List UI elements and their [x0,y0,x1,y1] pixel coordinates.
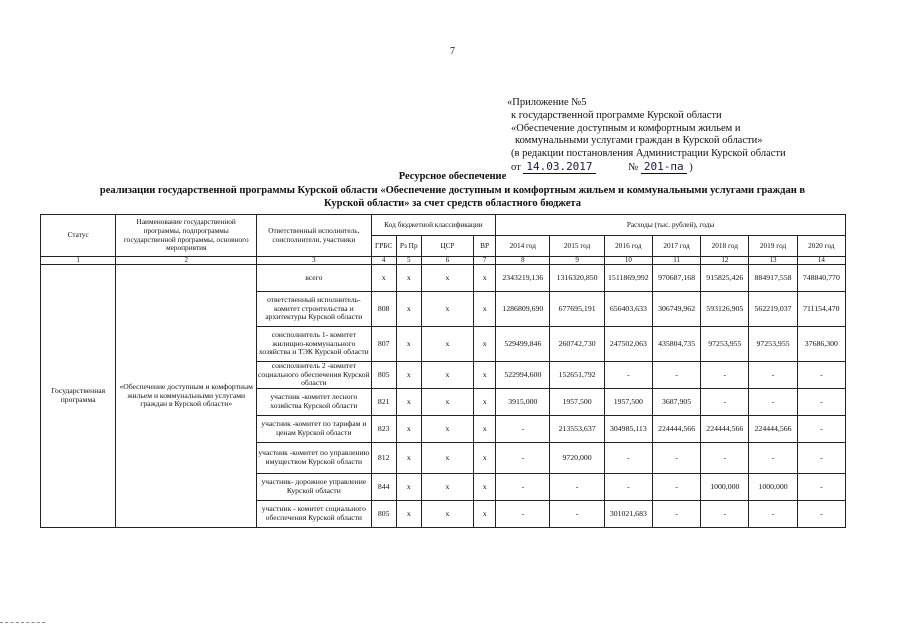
expense-value-cell: 1000,000 [701,474,749,501]
column-number: 8 [496,257,550,265]
executor-cell: соисполнитель 2 -комитет социального обеспечения Курской области [258,361,370,388]
column-number: 13 [749,257,797,265]
column-number: 12 [701,257,749,265]
vr-cell: х [474,443,496,474]
grbs-cell: 812 [371,443,396,474]
column-number: 3 [257,257,372,265]
expense-value-cell: 3687,905 [652,389,700,416]
expense-value-cell: - [496,416,550,443]
expense-value-cell: - [496,474,550,501]
vr-cell: х [474,265,496,292]
number-label: № [628,161,639,173]
expense-value-cell: - [797,501,845,528]
expense-value-cell: 677695,191 [550,292,604,327]
expense-value-cell: - [701,501,749,528]
grbs-cell: 844 [371,474,396,501]
vr-cell: х [474,362,496,389]
grbs-cell: 808 [371,292,396,327]
grbs-cell: 823 [371,416,396,443]
appendix-line-4: коммунальными услугами граждан в Курской области» [515,135,763,147]
expense-value-cell: 970687,168 [652,265,700,292]
status-cell: Государственная программа [41,265,116,528]
expense-value-cell: - [550,501,604,528]
expense-value-cell: 2343219,136 [496,265,550,292]
expense-value-cell: 224444,566 [652,416,700,443]
closing-bracket: ) [689,161,693,173]
header-code-csr: ЦСР [421,236,473,257]
expense-value-cell: - [797,362,845,389]
column-number: 5 [396,257,421,265]
decree-date: 14.03.2017 [523,160,595,174]
expense-value-cell: 37686,300 [797,327,845,362]
resource-table [40,214,846,528]
expense-value-cell: - [652,474,700,501]
appendix-line-3: «Обеспечение доступным и комфортным жильем и [511,122,741,134]
expense-value-cell: 304985,113 [604,416,652,443]
column-number: 4 [371,257,396,265]
expense-value-cell: 593126,905 [701,292,749,327]
appendix-line-1: «Приложение №5 [507,97,587,108]
executor-cell: участник -комитет по тарифам и ценам Курской области [257,416,372,443]
rzpr-cell: х [396,389,421,416]
expense-value-cell: 247502,063 [604,327,652,362]
expense-value-cell: 260742,730 [550,327,604,362]
header-status: Статус [41,215,116,257]
executor-cell: участник - комитет социального обеспечения Курской области [257,501,372,528]
expense-value-cell: 9720,000 [550,443,604,474]
table-row [41,265,846,292]
header-executor: Ответственный исполнитель, соисполнители, участники [257,215,372,257]
heading-line-1: Ресурсное обеспечение [398,171,507,182]
rzpr-cell: х [396,501,421,528]
expense-value-cell: 656403,633 [604,292,652,327]
expense-value-cell: 224444,566 [701,416,749,443]
expense-value-cell: - [604,474,652,501]
header-code-vr: ВР [474,236,496,257]
grbs-cell: 805 [371,501,396,528]
executor-cell: ответственный исполнитель- комитет строительства и архитектуры Курской области [257,292,372,327]
expense-value-cell: 213553,637 [550,416,604,443]
column-number: 10 [604,257,652,265]
expense-value-cell: 1511869,992 [604,265,652,292]
vr-cell: х [474,501,496,528]
rzpr-cell: х [396,327,421,362]
expense-value-cell: 152651,792 [550,362,604,389]
vr-cell: х [474,389,496,416]
decree-number: 201-па [641,160,687,174]
expense-value-cell: - [797,389,845,416]
expense-value-cell: - [652,501,700,528]
heading-line-2: реализации государственной программы Курской области «Обеспечение доступным и комфортным жильем и коммунальными услугами граждан в [99,184,806,196]
appendix-note [507,97,786,175]
vr-cell: х [474,474,496,501]
expense-value-cell: - [496,443,550,474]
expense-value-cell: - [797,416,845,443]
from-label: от [511,161,521,173]
header-year-2019: 2019 год [749,236,797,257]
expense-value-cell: 711154,470 [797,292,845,327]
vr-cell: х [474,292,496,327]
rzpr-cell: х [396,416,421,443]
expense-value-cell: 1957,500 [550,389,604,416]
executor-cell: всего [257,265,372,292]
expense-value-cell: 522994,600 [496,362,550,389]
expense-value-cell: 529499,846 [496,327,550,362]
expense-value-cell: - [797,443,845,474]
vr-cell: х [474,416,496,443]
rzpr-cell: х [396,443,421,474]
expense-value-cell: 3915,000 [496,389,550,416]
header-year-2020: 2020 год [797,236,845,257]
expense-value-cell: - [550,474,604,501]
expense-value-cell: 435804,735 [652,327,700,362]
expense-value-cell: 915825,426 [701,265,749,292]
header-code-rzpr: Рз Пр [396,236,421,257]
csr-cell: х [421,501,473,528]
header-year-2017: 2017 год [652,236,700,257]
page-number: 7 [450,46,455,57]
expense-value-cell: 306749,962 [652,292,700,327]
expense-value-cell: 97253,955 [701,327,749,362]
expense-value-cell: - [797,474,845,501]
executor-cell: соисполнитель 1- комитет жилищно-коммунального хозяйства и ТЭК Курской области [257,327,372,362]
header-year-2016: 2016 год [604,236,652,257]
header-expenses: Расходы (тыс. рублей), годы [496,215,846,236]
csr-cell: х [421,292,473,327]
expense-value-cell: - [496,501,550,528]
rzpr-cell: х [396,474,421,501]
expense-value-cell: - [604,443,652,474]
executor-cell: участник- дорожное управление Курской области [257,474,372,501]
rzpr-cell: х [396,362,421,389]
rzpr-cell: х [396,292,421,327]
expense-value-cell: - [749,362,797,389]
expense-value-cell: 1000,000 [749,474,797,501]
expense-value-cell: - [749,501,797,528]
expense-value-cell: - [749,443,797,474]
column-number: 7 [474,257,496,265]
header-year-2018: 2018 год [701,236,749,257]
grbs-cell: х [371,265,396,292]
expense-value-cell: - [701,389,749,416]
expense-value-cell: 97253,955 [749,327,797,362]
appendix-line-2: к государственной программе Курской области [511,109,722,121]
expense-value-cell: - [701,443,749,474]
executor-cell: участник -комитет по управлению имуществом Курской области [257,443,372,474]
expense-value-cell: - [604,362,652,389]
document-heading [0,170,905,211]
header-year-2015: 2015 год [550,236,604,257]
expense-value-cell: 884917,558 [749,265,797,292]
footer-divider [0,622,45,623]
expense-value-cell: - [652,443,700,474]
csr-cell: х [421,443,473,474]
table-body [41,265,846,528]
appendix-line-5: (в редакции постановления Администрации Курской области [511,148,786,160]
csr-cell: х [421,327,473,362]
expense-value-cell: 748840,770 [797,265,845,292]
vr-cell: х [474,327,496,362]
column-number: 2 [116,257,257,265]
column-number: 11 [652,257,700,265]
expense-value-cell: 1286809,690 [496,292,550,327]
csr-cell: х [421,265,473,292]
csr-cell: х [421,389,473,416]
csr-cell: х [421,474,473,501]
header-budget-code: Код бюджетной классификации [371,215,496,236]
rzpr-cell: х [396,265,421,292]
expense-value-cell: 224444,566 [749,416,797,443]
header-year-2014: 2014 год [496,236,550,257]
expense-value-cell: 1957,500 [604,389,652,416]
executor-cell: участник -комитет лесного хозяйства Курской области [257,389,372,416]
expense-value-cell: 301021,683 [604,501,652,528]
column-number-row [41,257,846,265]
csr-cell: х [421,416,473,443]
column-number: 9 [550,257,604,265]
expense-value-cell: - [652,362,700,389]
grbs-cell: 805 [371,362,396,389]
expense-value-cell: - [749,389,797,416]
expense-value-cell: - [701,362,749,389]
expense-value-cell: 562219,037 [749,292,797,327]
grbs-cell: 821 [371,389,396,416]
grbs-cell: 807 [371,327,396,362]
header-code-grbs: ГРБС [371,236,396,257]
header-program-name: Наименование государственной программы, подпрограммы государственной программы, основного мероприятия [116,215,257,257]
heading-line-3: Курской области» за счет средств областного бюджета [324,198,581,209]
column-number: 1 [41,257,116,265]
column-number: 14 [797,257,845,265]
column-number: 6 [421,257,473,265]
program-name-cell: «Обеспечение доступным и комфортным жильем и коммунальными услугами граждан в Курской области» [116,265,257,528]
expense-value-cell: 1316320,850 [550,265,604,292]
csr-cell: х [421,362,473,389]
